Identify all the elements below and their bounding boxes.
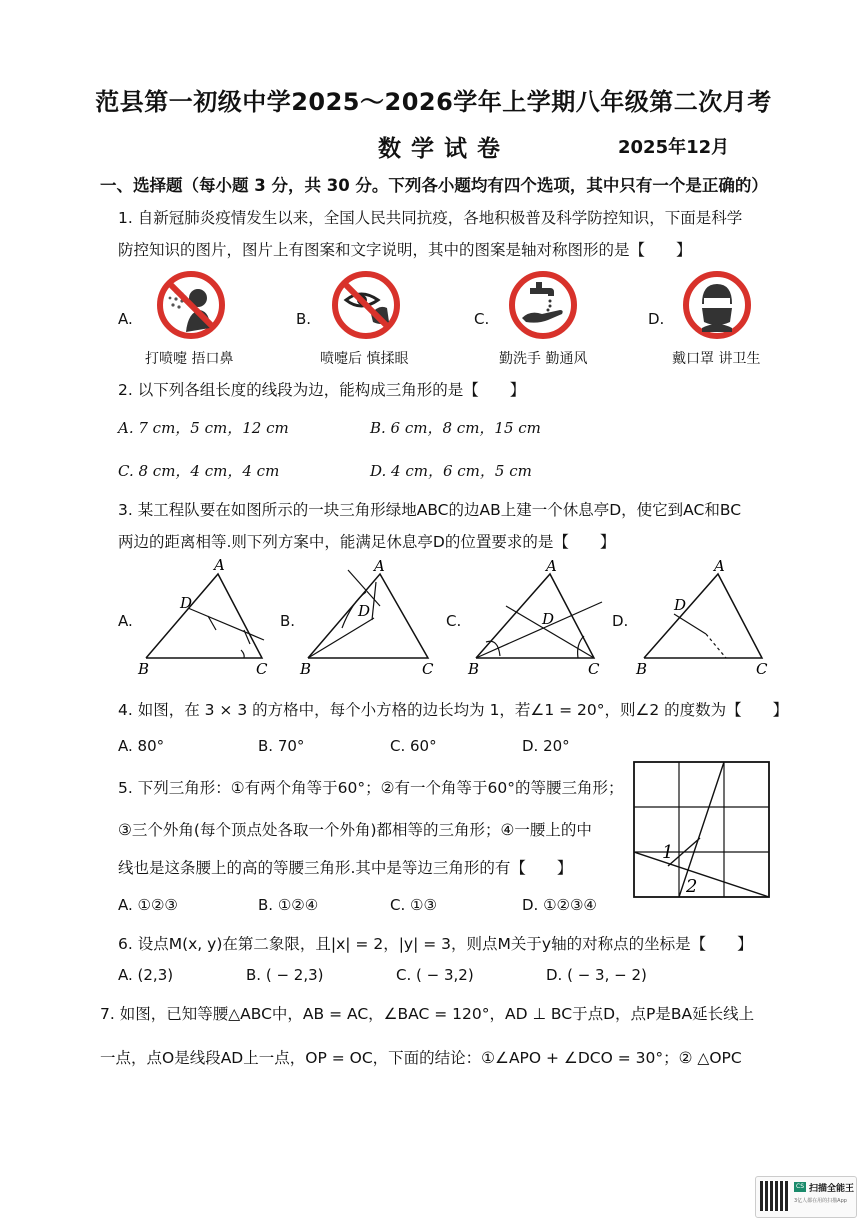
q2-option-d: D. 4 cm，6 cm，5 cm — [370, 462, 532, 480]
qr-code-icon — [760, 1181, 790, 1211]
q3a-label-b: B — [138, 660, 150, 678]
q1-option-a-letter: A. — [118, 310, 133, 328]
q3a-label-a: A — [214, 558, 225, 574]
q6-option-d: D. ( − 3, − 2) — [546, 966, 647, 984]
q3b-label-b: B — [300, 660, 312, 678]
q3-line1: 3. 某工程队要在如图所示的一块三角形绿地ABC的边AB上建一个休息亭D，使它到AC和BC — [118, 501, 742, 519]
hand-wash-icon — [508, 270, 578, 340]
q6-option-c: C. ( − 3,2) — [396, 966, 474, 984]
q4-grid-figure — [632, 760, 772, 900]
q3-line2: 两边的距离相等.则下列方案中，能满足休息亭D的位置要求的是【 】 — [118, 533, 616, 551]
q1-option-d-letter: D. — [648, 310, 665, 328]
q3-figure-d — [634, 558, 779, 680]
q2-option-b: B. 6 cm，8 cm，15 cm — [370, 419, 541, 437]
q3b-label-a: A — [374, 558, 385, 575]
q3-figure-b — [296, 558, 441, 680]
q3d-label-b: B — [636, 660, 648, 678]
q1-line1: 1. 自新冠肺炎疫情发生以来，全国人民共同抗疫，各地积极普及科学防控知识，下面是科学 — [118, 209, 743, 227]
q7-line1: 7. 如图，已知等腰△ABC中，AB = AC，∠BAC = 120°，AD ⊥ BC于点D，点P是BA延长线上 — [100, 1005, 755, 1023]
q3-option-d-letter: D. — [612, 612, 629, 630]
q3b-label-d: D — [358, 602, 371, 620]
q6-option-a: A. (2,3) — [118, 966, 174, 984]
q1-option-b-letter: B. — [296, 310, 312, 328]
q6-option-b: B. ( − 2,3) — [246, 966, 324, 984]
cs-logo-icon: CS — [796, 1183, 804, 1190]
q4-option-b: B. 70° — [258, 737, 305, 755]
q4-option-c: C. 60° — [390, 737, 437, 755]
exam-title: 范县第一初级中学2025～2026学年上学期八年级第二次月考 — [95, 88, 772, 116]
mask-icon — [682, 270, 752, 340]
q3-figure-a — [136, 558, 276, 680]
q2-option-a: A. 7 cm，5 cm，12 cm — [118, 419, 289, 437]
exam-subtitle: 数学试卷 — [378, 136, 510, 162]
q5-line1: 5. 下列三角形：①有两个角等于60°；②有一个角等于60°的等腰三角形； — [118, 779, 624, 797]
watermark-text: 扫描全能王 — [809, 1184, 855, 1194]
q1-option-c-caption: 勤洗手 勤通风 — [499, 351, 588, 367]
q1-option-a-caption: 打喷嚏 捂口鼻 — [145, 351, 234, 367]
q5-option-a: A. ①②③ — [118, 896, 178, 914]
q3c-label-a: A — [546, 558, 557, 575]
q7-line2: 一点，点O是线段AD上一点，OP = OC，下面的结论：①∠APO + ∠DCO = 30°；② △OPC — [100, 1049, 742, 1067]
sneeze-icon — [156, 270, 226, 340]
q6-stem: 6. 设点M(x, y)在第二象限，且|x| = 2，|y| = 3，则点M关于y轴的对称点的坐标是【 】 — [118, 935, 753, 953]
q1-option-b-caption: 喷嚏后 慎揉眼 — [320, 351, 409, 367]
q2-stem: 2. 以下列各组长度的线段为边，能构成三角形的是【 】 — [118, 381, 526, 399]
q3-option-c-letter: C. — [446, 612, 462, 630]
q3-figure-c — [464, 558, 614, 680]
exam-date: 2025年12月 — [618, 137, 730, 158]
q3d-label-c: C — [756, 660, 768, 678]
q4-option-a: A. 80° — [118, 737, 165, 755]
q3a-label-c: C — [256, 660, 268, 678]
q3-option-a-letter: A. — [118, 612, 133, 630]
q3a-label-d: D — [180, 594, 193, 612]
q5-option-c: C. ①③ — [390, 896, 437, 914]
q3-option-b-letter: B. — [280, 612, 296, 630]
watermark-subtext: 3亿人都在用的扫描App — [794, 1198, 847, 1204]
q5-option-b: B. ①②④ — [258, 896, 319, 914]
q5-line3: 线也是这条腰上的高的等腰三角形.其中是等边三角形的有【 】 — [118, 859, 573, 877]
q1-line2: 防控知识的图片，图片上有图案和文字说明，其中的图案是轴对称图形的是【 】 — [118, 241, 692, 259]
q3d-label-a: A — [714, 558, 725, 575]
q4-option-d: D. 20° — [522, 737, 570, 755]
q1-option-c-letter: C. — [474, 310, 490, 328]
q4-angle2-label: 2 — [686, 876, 698, 897]
q3d-label-d: D — [674, 596, 687, 614]
q5-line2: ③三个外角(每个顶点处各取一个外角)都相等的三角形；④一腰上的中 — [118, 821, 592, 839]
q3c-label-d: D — [542, 610, 555, 628]
q3c-label-b: B — [468, 660, 480, 678]
q3c-label-c: C — [588, 660, 600, 678]
q3b-label-c: C — [422, 660, 434, 678]
scanner-watermark — [755, 1176, 857, 1218]
eye-rub-icon — [331, 270, 401, 340]
q2-option-c: C. 8 cm，4 cm，4 cm — [118, 462, 280, 480]
q5-option-d: D. ①②③④ — [522, 896, 597, 914]
q4-angle1-label: 1 — [662, 842, 674, 863]
q1-option-d-caption: 戴口罩 讲卫生 — [672, 351, 761, 367]
q4-stem: 4. 如图，在 3 × 3 的方格中，每个小方格的边长均为 1，若∠1 = 20°，则∠2 的度数为【 】 — [118, 701, 789, 719]
section-heading: 一、选择题（每小题 3 分，共 30 分。下列各小题均有四个选项，其中只有一个是正确的） — [100, 176, 768, 195]
